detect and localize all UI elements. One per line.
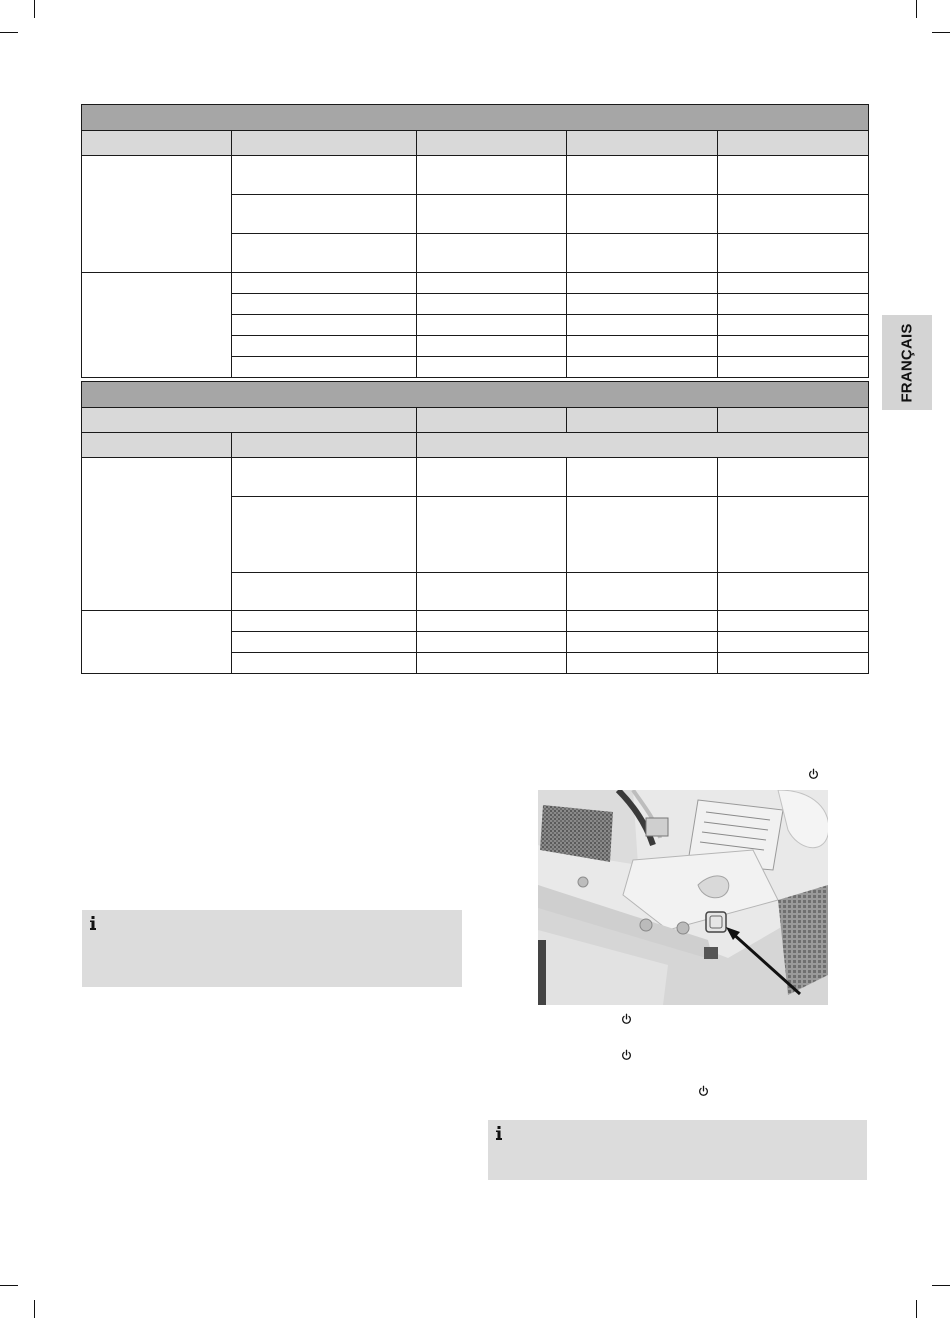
info-icon bbox=[89, 916, 97, 930]
product-photo bbox=[538, 790, 828, 1005]
spec-table-1 bbox=[81, 104, 869, 378]
crop-mark bbox=[916, 1300, 917, 1318]
table-header-row bbox=[82, 382, 869, 408]
power-icon bbox=[621, 1013, 632, 1025]
language-tab-label: FRANÇAIS bbox=[898, 322, 916, 403]
table-header-row bbox=[82, 105, 869, 131]
table-row bbox=[82, 458, 869, 497]
table-row bbox=[82, 273, 869, 294]
table-column-header-row bbox=[82, 131, 869, 156]
crop-mark bbox=[932, 32, 950, 33]
info-icon bbox=[495, 1126, 503, 1140]
power-icon bbox=[621, 1049, 632, 1061]
crop-mark bbox=[916, 0, 917, 18]
table-row bbox=[82, 611, 869, 632]
spec-table-2 bbox=[81, 381, 869, 674]
info-note bbox=[82, 910, 462, 987]
crop-mark bbox=[34, 1300, 35, 1318]
info-note bbox=[488, 1120, 867, 1180]
table-column-header-row bbox=[82, 433, 869, 458]
crop-mark bbox=[34, 0, 35, 18]
power-icon bbox=[808, 768, 819, 780]
crop-mark bbox=[0, 32, 18, 33]
table-column-header-row bbox=[82, 408, 869, 433]
crop-mark bbox=[0, 1285, 18, 1286]
table-row bbox=[82, 156, 869, 195]
crop-mark bbox=[932, 1285, 950, 1286]
power-icon bbox=[698, 1085, 709, 1097]
language-tab bbox=[882, 315, 932, 410]
